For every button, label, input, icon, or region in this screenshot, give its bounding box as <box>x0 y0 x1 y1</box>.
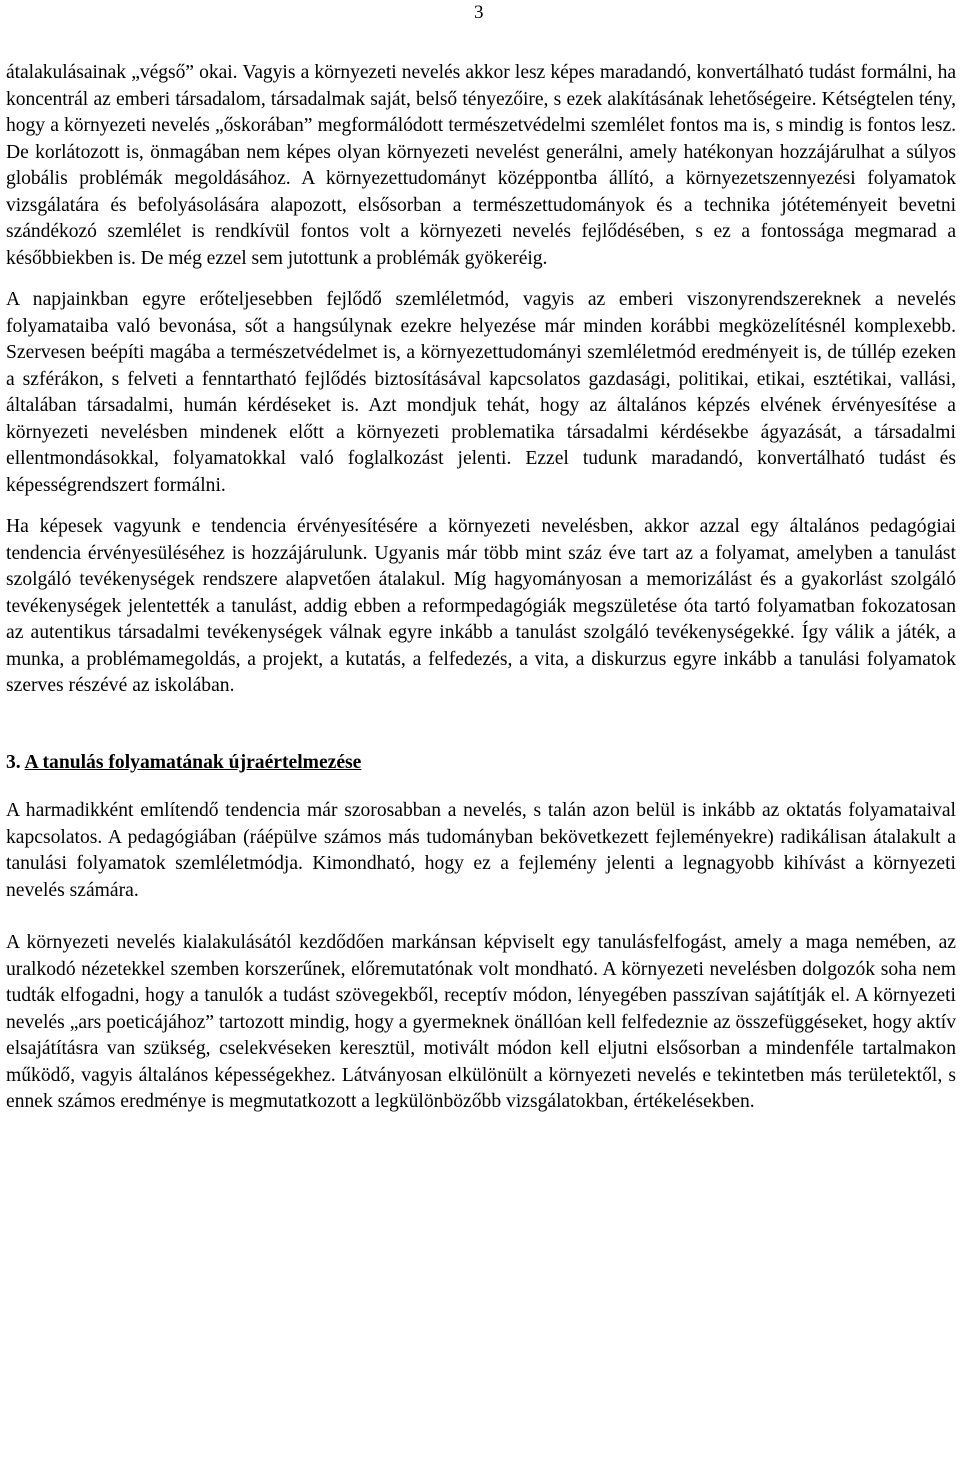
paragraph-3: Ha képesek vagyunk e tendencia érvényesítésére a környezeti nevelésben, akkor azzal egy általános pedagógiai tendencia érvényesüléséhez is hozzájárulunk. Ugyanis már több mint száz éve tart az a folyamat, amelyben a tanulást szolgáló tevékenységek rendszere alapvetően átalakul. Míg hagyományosan a memorizálást és a gyakorlást szolgáló tevékenységek jelentették a tanulást, addig ebben a reformpedagógiák megszületése óta tartó folyamatban fokozatosan az autentikus társadalmi tevékenységek válnak egyre inkább a tanulást szolgáló tevékenységekké. Így válik a játék, a munka, a problémamegoldás, a projekt, a kutatás, a felfedezés, a vita, a diskurzus egyre inkább a tanulási folyamatok szerves részévé az iskolában. <box>6 516 956 696</box>
paragraph-4: A harmadikként említendő tendencia már szorosabban a nevelés, s talán azon belül is inkább az oktatás folyamataival kapcsolatos. A pedagógiában (ráépülve számos más tudományban bekövetkezett fejleményekre) radikálisan átalakult a tanulási folyamatok szemléletmódja. Kimondható, hogy ez a fejlemény jelenti a legnagyobb kihívást a környezeti nevelés számára. <box>6 800 956 901</box>
section-heading <box>6 750 956 777</box>
paragraph-2: A napjainkban egyre erőteljesebben fejlődő szemléletmód, vagyis az emberi viszonyrendszereknek a nevelés folyamataiba való bevonása, sőt a hangsúlynak ezekre helyezése már minden korábbi megközelítésnél komplexebb. Szervesen beépíti magába a természetvédelmet is, a környezettudományi szemléletmód eredményeit is, de túllép ezeken a szférákon, s felveti a fenntartható fejlődés biztosításával kapcsolatos gazdasági, politikai, etikai, esztétikai, vallási, általában társadalmi, humán kérdéseket is. Azt mondjuk tehát, hogy az általános képzés elvének érvényesítése a környezeti nevelésben mindenek előtt a környezeti problematika társadalmi kérdésekbe ágyazását, a társadalmi ellentmondásokkal, folyamatokkal való foglalkozást jelenti. Ezzel tudunk maradandó, konvertálható tudást és képességrendszert formálni. <box>6 289 956 496</box>
document-body <box>6 60 956 1116</box>
paragraph-1: átalakulásainak „végső” okai. Vagyis a környezeti nevelés akkor lesz képes maradandó, konvertálható tudást formálni, ha koncentrál az emberi társadalom, társadalmak saját, belső tényezőire, s ezek alakításának lehetőségeire. Kétségtelen tény, hogy a környezeti nevelés „őskorában” megformálódott természetvédelmi szemlélet fontos ma is, s mindig is fontos lesz. De korlátozott is, önmagában nem képes olyan környezeti nevelést generálni, amely hatékonyan hozzájárulhat a súlyos globális problémák megoldásához. A környezettudományt középpontba állító, a környezetszennyezési folyamatok vizsgálatára és befolyásolására alapozott, elsősorban a természettudományok és a technika jótéteményeit bevetni szándékozó szemlélet is rendkívül fontos volt a környezeti nevelés fejlődésében, s ez a fontossága megmarad a későbbiekben is. De még ezzel sem jutottunk a problémák gyökeréig. <box>6 62 956 269</box>
paragraph-5: A környezeti nevelés kialakulásától kezdődően markánsan képviselt egy tanulásfelfogást, amely a maga nemében, az uralkodó nézetekkel szemben korszerűnek, előremutatónak volt mondható. A környezeti nevelésben dolgozók soha nem tudták elfogadni, hogy a tanulók a tudást szövegekből, receptív módon, lényegében passzívan sajátítják el. A környezeti nevelés „ars poeticájához” tartozott mindig, hogy a gyermeknek önállóan kell felfedeznie az összefüggéseket, hogy aktív elsajátításra van szükség, cselekvéseken keresztül, motivált módon kell eljutni elsősorban a mindenféle tartalmakon működő, vagyis általános képességekhez. Látványosan elkülönült a környezeti nevelés e tekintetben más területektől, s ennek számos eredménye is megmutatkozott a legkülönbözőbb vizsgálatokban, értékelésekben. <box>6 932 956 1112</box>
section-title: A tanulás folyamatának újraértelmezése <box>24 751 362 773</box>
section-number: 3. <box>6 751 21 773</box>
page-number: 3 <box>474 2 484 23</box>
